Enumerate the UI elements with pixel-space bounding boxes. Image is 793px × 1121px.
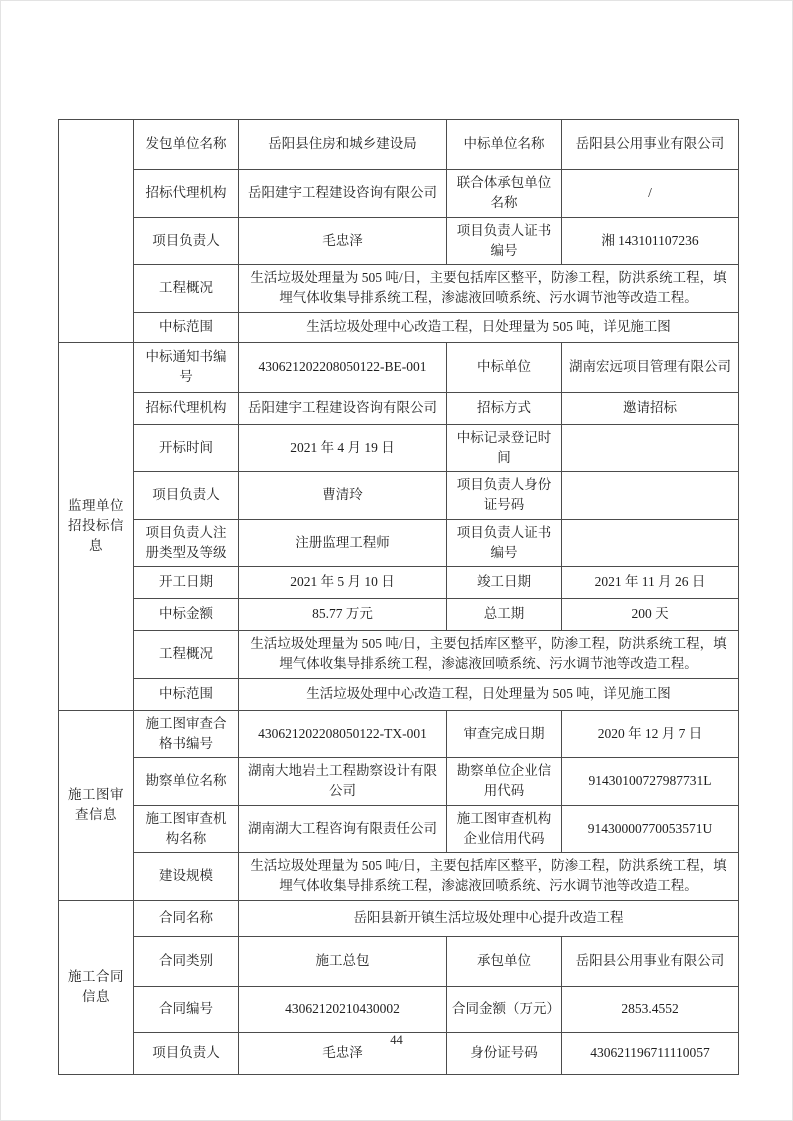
table-row — [59, 472, 739, 520]
field-label-cell: 联合体承包单位名称 — [447, 170, 562, 218]
value-cell: 2021 年 5 月 10 日 — [239, 567, 447, 599]
field-label-cell: 施工图审查合格书编号 — [134, 710, 239, 758]
value-cell: 毛忠泽 — [239, 217, 447, 265]
field-label-cell: 勘察单位企业信用代码 — [447, 758, 562, 806]
table-row — [59, 631, 739, 679]
field-label-cell: 发包单位名称 — [134, 120, 239, 170]
value-cell: / — [562, 170, 739, 218]
field-label-cell: 项目负责人注册类型及等级 — [134, 519, 239, 567]
field-label-cell: 总工期 — [447, 599, 562, 631]
table-row — [59, 710, 739, 758]
table-row — [59, 312, 739, 342]
table-row — [59, 678, 739, 710]
value-cell: 岳阳县住房和城乡建设局 — [239, 120, 447, 170]
value-cell: 注册监理工程师 — [239, 519, 447, 567]
page-number: 44 — [390, 1033, 403, 1047]
field-label-cell: 中标金额 — [134, 599, 239, 631]
field-label-cell: 项目负责人 — [134, 217, 239, 265]
field-label-cell: 项目负责人身份证号码 — [447, 472, 562, 520]
table-row — [59, 265, 739, 313]
value-cell: 毛忠泽 — [239, 1032, 447, 1074]
table-row — [59, 853, 739, 901]
value-cell: 生活垃圾处理量为 505 吨/日，主要包括库区整平，防渗工程，防洪系统工程，填埋气体收集导排系统工程，渗滤液回喷系统、污水调节池等改造工程。 — [239, 853, 739, 901]
table-row — [59, 519, 739, 567]
value-cell — [562, 519, 739, 567]
field-label-cell: 勘察单位名称 — [134, 758, 239, 806]
field-label-cell: 工程概况 — [134, 265, 239, 313]
value-cell: 湖南宏远项目管理有限公司 — [562, 342, 739, 392]
table-row — [59, 424, 739, 472]
value-cell: 湖南大地岩土工程勘察设计有限公司 — [239, 758, 447, 806]
table-row — [59, 120, 739, 170]
field-label-cell: 中标范围 — [134, 312, 239, 342]
table-row — [59, 217, 739, 265]
field-label-cell: 项目负责人证书编号 — [447, 217, 562, 265]
value-cell: 邀请招标 — [562, 392, 739, 424]
field-label-cell: 合同金额（万元） — [447, 986, 562, 1032]
field-label-cell: 中标通知书编号 — [134, 342, 239, 392]
section-label-cell: 监理单位招投标信息 — [59, 342, 134, 710]
value-cell: 岳阳县新开镇生活垃圾处理中心提升改造工程 — [239, 900, 739, 936]
value-cell: 生活垃圾处理量为 505 吨/日，主要包括库区整平，防渗工程，防洪系统工程，填埋气体收集导排系统工程，渗滤液回喷系统、污水调节池等改造工程。 — [239, 631, 739, 679]
value-cell: 2020 年 12 月 7 日 — [562, 710, 739, 758]
value-cell: 岳阳建宇工程建设咨询有限公司 — [239, 170, 447, 218]
value-cell: 430621202208050122-TX-001 — [239, 710, 447, 758]
field-label-cell: 项目负责人 — [134, 1032, 239, 1074]
value-cell: 岳阳县公用事业有限公司 — [562, 120, 739, 170]
value-cell: 2021 年 4 月 19 日 — [239, 424, 447, 472]
value-cell: 2021 年 11 月 26 日 — [562, 567, 739, 599]
field-label-cell: 中标单位 — [447, 342, 562, 392]
field-label-cell: 身份证号码 — [447, 1032, 562, 1074]
table-row — [59, 342, 739, 392]
field-label-cell: 建设规模 — [134, 853, 239, 901]
field-label-cell: 工程概况 — [134, 631, 239, 679]
project-info-table — [58, 119, 739, 1075]
field-label-cell: 合同编号 — [134, 986, 239, 1032]
value-cell: 曹清玲 — [239, 472, 447, 520]
field-label-cell: 开工日期 — [134, 567, 239, 599]
value-cell: 湖南湖大工程咨询有限责任公司 — [239, 805, 447, 853]
field-label-cell: 审查完成日期 — [447, 710, 562, 758]
table-row — [59, 986, 739, 1032]
field-label-cell: 施工图审查机构名称 — [134, 805, 239, 853]
table-row — [59, 599, 739, 631]
table-row — [59, 758, 739, 806]
value-cell: 430621202208050122-BE-001 — [239, 342, 447, 392]
value-cell: 85.77 万元 — [239, 599, 447, 631]
value-cell: 岳阳县公用事业有限公司 — [562, 936, 739, 986]
value-cell: 91430000770053571U — [562, 805, 739, 853]
value-cell: 生活垃圾处理中心改造工程，日处理量为 505 吨，详见施工图 — [239, 312, 739, 342]
field-label-cell: 中标单位名称 — [447, 120, 562, 170]
value-cell — [562, 472, 739, 520]
field-label-cell: 招标代理机构 — [134, 392, 239, 424]
field-label-cell: 招标方式 — [447, 392, 562, 424]
table-row — [59, 567, 739, 599]
value-cell: 430621196711110057 — [562, 1032, 739, 1074]
value-cell: 生活垃圾处理量为 505 吨/日，主要包括库区整平，防渗工程，防洪系统工程，填埋气体收集导排系统工程，渗滤液回喷系统、污水调节池等改造工程。 — [239, 265, 739, 313]
value-cell: 湘 143101107236 — [562, 217, 739, 265]
value-cell: 生活垃圾处理中心改造工程，日处理量为 505 吨，详见施工图 — [239, 678, 739, 710]
table-row — [59, 170, 739, 218]
value-cell — [562, 424, 739, 472]
value-cell: 施工总包 — [239, 936, 447, 986]
field-label-cell: 合同名称 — [134, 900, 239, 936]
field-label-cell: 招标代理机构 — [134, 170, 239, 218]
field-label-cell: 竣工日期 — [447, 567, 562, 599]
section-label-cell: 施工图审查信息 — [59, 710, 134, 900]
field-label-cell: 施工图审查机构企业信用代码 — [447, 805, 562, 853]
value-cell: 2853.4552 — [562, 986, 739, 1032]
section-label-cell: 施工合同信息 — [59, 900, 134, 1074]
field-label-cell: 中标范围 — [134, 678, 239, 710]
field-label-cell: 项目负责人 — [134, 472, 239, 520]
table-row — [59, 936, 739, 986]
field-label-cell: 承包单位 — [447, 936, 562, 986]
value-cell: 岳阳建宇工程建设咨询有限公司 — [239, 392, 447, 424]
section-label-cell — [59, 120, 134, 343]
value-cell: 200 天 — [562, 599, 739, 631]
field-label-cell: 合同类别 — [134, 936, 239, 986]
value-cell: 43062120210430002 — [239, 986, 447, 1032]
table-row — [59, 805, 739, 853]
field-label-cell: 开标时间 — [134, 424, 239, 472]
table-row — [59, 900, 739, 936]
field-label-cell: 项目负责人证书编号 — [447, 519, 562, 567]
table-row — [59, 392, 739, 424]
value-cell: 91430100727987731L — [562, 758, 739, 806]
field-label-cell: 中标记录登记时间 — [447, 424, 562, 472]
